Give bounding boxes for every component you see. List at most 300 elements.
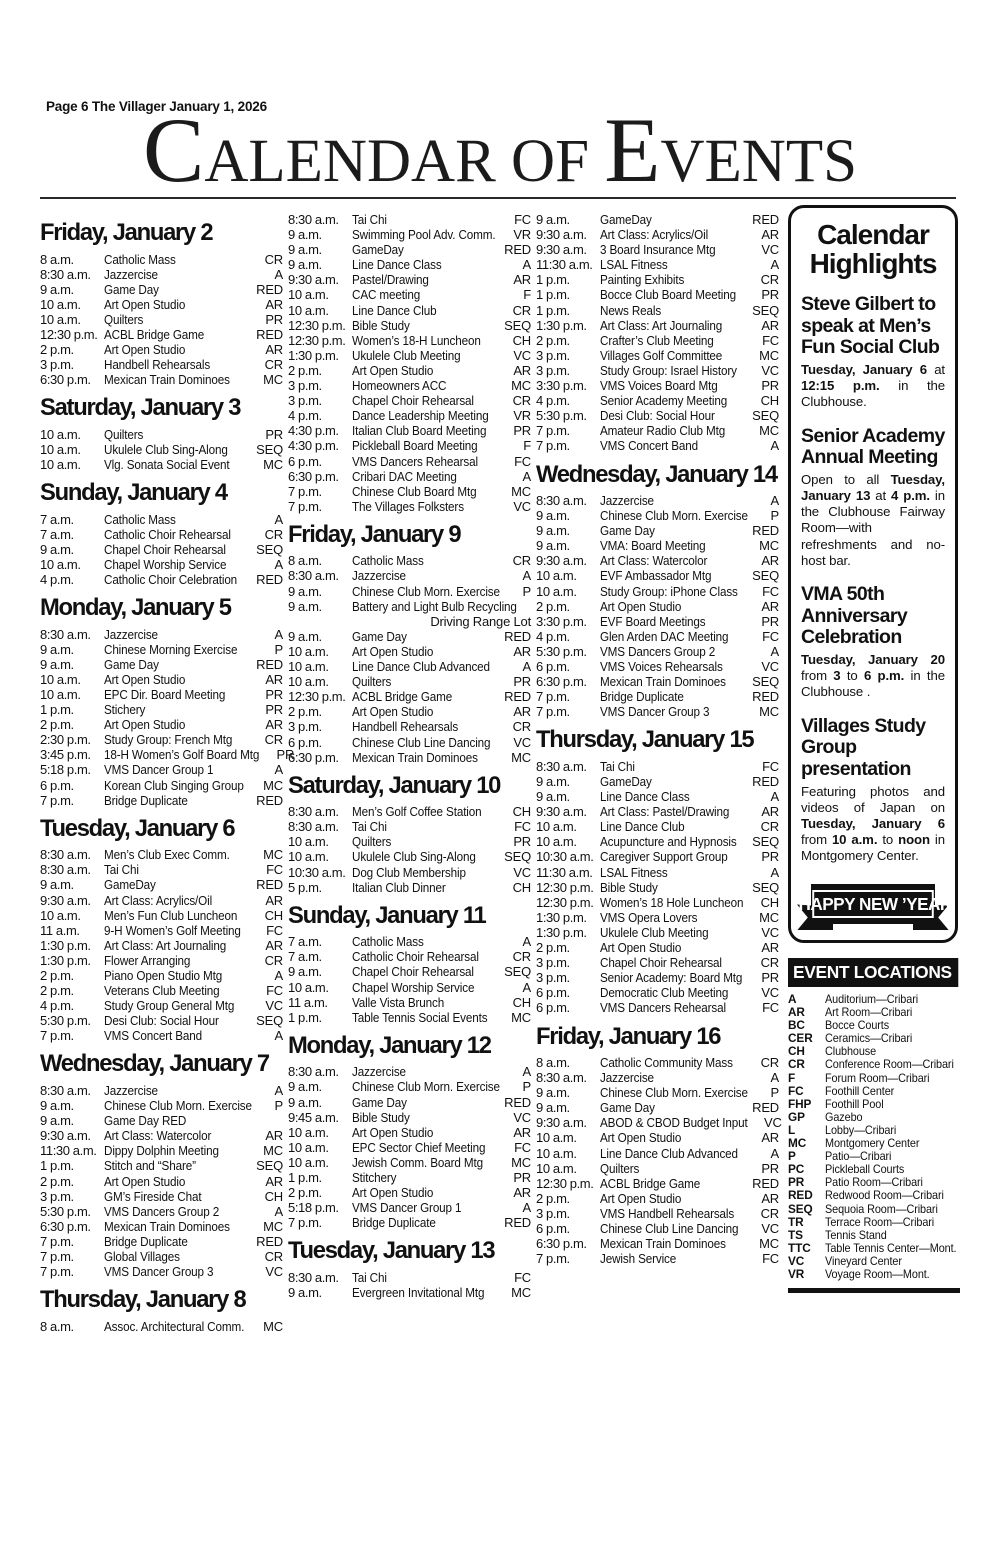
- highlight-item: [801, 584, 945, 701]
- event-time: 8:30 a.m.: [536, 493, 587, 508]
- event-name: Catholic Mass: [104, 511, 176, 527]
- event-row: [536, 895, 779, 910]
- event-location-code: A: [770, 493, 779, 508]
- event-location-code: RED: [256, 656, 283, 672]
- event-name: Italian Club Dinner: [352, 879, 446, 895]
- highlight-body-segment: at: [926, 362, 945, 378]
- location-name: Clubhouse: [825, 1044, 877, 1059]
- event-name: Stitchery: [352, 1169, 397, 1185]
- event-location-code: MC: [759, 909, 779, 925]
- event-row: [288, 1185, 531, 1200]
- day-section: [40, 221, 283, 387]
- event-row: [536, 1115, 782, 1131]
- event-time: 4 p.m.: [536, 393, 570, 409]
- event-row: [536, 584, 779, 599]
- event-time: 4:30 p.m.: [288, 438, 339, 454]
- event-row: [40, 457, 283, 472]
- event-row: [288, 659, 531, 674]
- event-time: 9 a.m.: [536, 523, 570, 539]
- highlight-body: [801, 784, 945, 864]
- event-row: [288, 849, 531, 864]
- event-location-code: FC: [514, 1139, 531, 1155]
- event-name: Chapel Choir Rehearsal: [600, 955, 722, 971]
- event-location-code: CR: [512, 553, 531, 569]
- event-location-code: A: [274, 1203, 283, 1219]
- event-location-code: CH: [512, 804, 531, 820]
- event-name: Chapel Worship Service: [352, 979, 475, 995]
- event-location-code: CH: [264, 907, 283, 923]
- event-name: Line Dance Class: [352, 257, 442, 273]
- day-section: [288, 771, 531, 895]
- event-row: [288, 1110, 531, 1125]
- event-name: Desi Club: Social Hour: [104, 1013, 219, 1029]
- event-time: 10 a.m.: [536, 834, 577, 850]
- title-segment: VENTS: [660, 128, 858, 195]
- event-row: [288, 949, 531, 964]
- event-location-code: A: [522, 1200, 531, 1216]
- event-time: 3:30 p.m.: [536, 613, 587, 629]
- event-time: 8:30 a.m.: [288, 568, 339, 584]
- event-name: VMS Handbell Rehearsals: [600, 1205, 735, 1221]
- event-row: [40, 717, 283, 732]
- day-header: Sunday, January 11: [288, 901, 486, 929]
- event-row: [288, 1125, 531, 1140]
- event-location-code: A: [522, 934, 531, 950]
- calendar-highlights-box: [788, 205, 958, 943]
- event-row: [40, 342, 283, 357]
- event-time: 9 a.m.: [536, 1085, 570, 1101]
- event-location-code: CR: [264, 357, 283, 373]
- event-location-code: CR: [760, 819, 779, 835]
- event-row: [40, 642, 283, 657]
- event-name: Men’s Golf Coffee Station: [352, 804, 482, 820]
- event-row: [288, 378, 531, 393]
- event-row: [40, 762, 283, 777]
- event-name: Mexican Train Dominoes: [352, 749, 478, 765]
- event-name: VMS Dancers Rehearsal: [352, 453, 478, 469]
- event-row: [40, 1028, 283, 1043]
- event-location-code: A: [770, 864, 779, 880]
- event-name: Line Dance Class: [600, 789, 690, 805]
- event-name: Game Day: [104, 281, 159, 297]
- event-row: [288, 553, 531, 568]
- event-name: Art Class: Pastel/Drawing: [600, 804, 730, 820]
- event-time: 7 p.m.: [288, 1215, 322, 1231]
- event-location-code: AR: [513, 1185, 531, 1201]
- event-name: Study Group: French Mtg: [104, 732, 233, 748]
- event-time: 8:30 a.m.: [40, 862, 91, 878]
- event-row: [40, 627, 283, 642]
- event-time: 9 a.m.: [536, 508, 570, 524]
- event-row: [536, 1161, 779, 1176]
- event-row: [536, 438, 779, 453]
- event-time: 8:30 a.m.: [288, 1064, 339, 1080]
- event-time: 9:45 a.m.: [288, 1109, 339, 1125]
- location-code: GP: [788, 1109, 805, 1124]
- event-row: [288, 1140, 531, 1155]
- event-name: Bridge Duplicate: [600, 689, 684, 705]
- event-name: Art Open Studio: [600, 1130, 682, 1146]
- event-location-code: RED: [752, 689, 779, 705]
- location-code: CH: [788, 1044, 805, 1059]
- event-time: 4 p.m.: [536, 628, 570, 644]
- event-row: [288, 287, 531, 302]
- highlights-title: Calendar Highlights: [809, 219, 937, 280]
- event-time: 2 p.m.: [288, 362, 322, 378]
- event-location-code: MC: [511, 378, 531, 394]
- event-time: 1 p.m.: [40, 702, 74, 718]
- event-location-code: A: [274, 511, 283, 527]
- event-location-code: MC: [263, 1218, 283, 1234]
- event-row: [288, 1079, 531, 1094]
- event-location-code: A: [770, 643, 779, 659]
- event-row: [40, 282, 283, 297]
- event-location-code: SEQ: [752, 879, 779, 895]
- event-name: Study Group General Mtg: [104, 998, 235, 1014]
- event-location-code: Driving Range Lot: [430, 613, 531, 629]
- events-column: [288, 212, 531, 1334]
- event-row: [536, 1100, 779, 1115]
- events-column: [40, 212, 295, 1334]
- event-location-code: P: [770, 508, 779, 524]
- highlight-body-segment: Tuesday, January 6: [801, 362, 927, 378]
- day-section: [536, 728, 779, 1015]
- event-time: 10 a.m.: [40, 686, 81, 702]
- event-location-code: SEQ: [752, 568, 779, 584]
- event-row: [288, 719, 531, 734]
- day-section: [536, 1022, 782, 1267]
- day-header: Monday, January 5: [40, 594, 231, 622]
- event-row: [40, 687, 283, 702]
- highlight-body-segment: 10 a.m.: [831, 832, 878, 848]
- location-name: Bocce Courts: [825, 1018, 890, 1033]
- event-time: 4:30 p.m.: [288, 423, 339, 439]
- event-location-code: MC: [511, 1154, 531, 1170]
- event-name: Jazzercise: [104, 266, 158, 282]
- event-location-code: A: [522, 659, 531, 675]
- event-time: 1:30 p.m.: [288, 347, 339, 363]
- event-time: 10 a.m.: [536, 1145, 577, 1161]
- event-name: Art Open Studio: [104, 1173, 186, 1189]
- event-time: 6 p.m.: [288, 453, 322, 469]
- event-time: 9 a.m.: [288, 242, 322, 258]
- location-row: [788, 1098, 960, 1111]
- event-row: [40, 512, 283, 527]
- event-location-code: A: [770, 257, 779, 273]
- event-time: 6 p.m.: [536, 985, 570, 1001]
- event-time: 1 p.m.: [536, 302, 570, 318]
- event-name: VMA: Board Meeting: [600, 538, 706, 554]
- event-location-code: CR: [264, 732, 283, 748]
- event-location-code: VC: [761, 1221, 779, 1237]
- event-row: [288, 750, 531, 765]
- event-time: 2 p.m.: [536, 598, 570, 614]
- event-name: Art Class: Watercolor: [104, 1128, 212, 1144]
- event-name: Art Class: Acrylics/Oil: [104, 892, 213, 908]
- event-name: Catholic Community Mass: [600, 1055, 733, 1070]
- event-location-code: A: [770, 1145, 779, 1161]
- event-time: 5:30 p.m.: [40, 1013, 91, 1029]
- event-name: Art Open Studio: [104, 671, 186, 687]
- event-name: Game Day: [600, 523, 655, 539]
- event-name: VMS Dancer Group 1: [104, 762, 214, 778]
- event-time: 10 a.m.: [536, 1130, 577, 1146]
- event-row: [288, 257, 531, 272]
- event-name: Senior Academy: Board Mtg: [600, 970, 743, 986]
- location-name: Art Room—Cribari: [825, 1005, 913, 1020]
- event-location-code: A: [274, 967, 283, 983]
- event-time: 5:18 p.m.: [40, 762, 91, 778]
- event-name: Democratic Club Meeting: [600, 985, 729, 1001]
- event-row: [536, 925, 779, 940]
- event-row: [40, 862, 283, 877]
- event-location-code: MC: [759, 423, 779, 439]
- event-time: 10 a.m.: [288, 287, 329, 303]
- event-name: Bridge Duplicate: [104, 792, 188, 808]
- event-time: 12:30 p.m.: [40, 326, 98, 342]
- event-location-code: VC: [764, 1115, 782, 1131]
- event-row: [536, 819, 779, 834]
- event-row: [288, 469, 531, 484]
- event-time: 10 a.m.: [288, 674, 329, 690]
- location-name: Gazebo: [825, 1109, 863, 1124]
- event-location-code: FC: [514, 1269, 531, 1285]
- event-name: Art Open Studio: [600, 940, 682, 956]
- event-time: 1:30 p.m.: [40, 952, 91, 968]
- event-location-code: MC: [759, 347, 779, 363]
- location-code: MC: [788, 1136, 807, 1151]
- event-time: 7 p.m.: [536, 438, 570, 454]
- event-time: 3 p.m.: [288, 393, 322, 409]
- event-location-code: MC: [263, 847, 283, 863]
- event-name: Senior Academy Meeting: [600, 393, 728, 409]
- event-location-code: SEQ: [752, 408, 779, 424]
- event-time: 8 a.m.: [288, 553, 322, 569]
- event-time: 8:30 a.m.: [288, 212, 339, 227]
- event-time: 9 a.m.: [40, 541, 74, 557]
- event-row: [536, 834, 779, 849]
- event-row: [40, 702, 283, 717]
- event-row: [40, 572, 283, 587]
- event-row: [536, 1070, 779, 1085]
- event-name: Bible Study: [352, 1109, 410, 1125]
- event-location-code: CR: [264, 1248, 283, 1264]
- event-row: [288, 303, 531, 318]
- event-location-code: FC: [762, 758, 779, 774]
- event-time: 8 a.m.: [40, 1318, 74, 1334]
- event-time: 8:30 a.m.: [40, 626, 91, 642]
- event-time: 10 a.m.: [288, 1124, 329, 1140]
- event-locations-list: [788, 993, 960, 1281]
- event-row: [536, 629, 779, 644]
- event-name: Catholic Mass: [352, 553, 424, 569]
- event-location-code: A: [274, 556, 283, 572]
- event-location-code: CH: [760, 393, 779, 409]
- event-time: 9:30 a.m.: [288, 272, 339, 288]
- event-time: 9:30 a.m.: [536, 553, 587, 569]
- event-location-code: FC: [266, 922, 283, 938]
- event-name: Vlg. Sonata Social Event: [104, 457, 230, 473]
- event-row: [40, 998, 283, 1013]
- event-location-code: CH: [512, 332, 531, 348]
- event-time: 9 a.m.: [536, 1100, 570, 1116]
- event-row: [40, 953, 283, 968]
- event-row: [536, 674, 779, 689]
- event-row: [536, 287, 779, 302]
- event-row: [288, 438, 531, 453]
- location-name: Tennis Stand: [825, 1227, 887, 1242]
- event-row: [536, 242, 779, 257]
- event-location-code: FC: [762, 583, 779, 599]
- event-name: Chinese Club Morn. Exercise: [104, 1098, 252, 1114]
- event-time: 5 p.m.: [288, 879, 322, 895]
- event-time: 7 p.m.: [536, 423, 570, 439]
- event-time: 6 p.m.: [536, 659, 570, 675]
- event-row: [288, 348, 531, 363]
- event-row: [536, 1221, 779, 1236]
- event-row: [288, 1215, 531, 1230]
- event-name: Tai Chi: [104, 862, 139, 878]
- event-time: 12:30 p.m.: [536, 894, 594, 910]
- event-row: [40, 427, 283, 442]
- event-location-code: VC: [513, 734, 531, 750]
- event-location-code: A: [274, 762, 283, 778]
- day-section: [536, 460, 779, 720]
- event-location-code: CR: [264, 251, 283, 267]
- event-name: VMS Dancers Group 2: [600, 643, 716, 659]
- event-row: [288, 242, 531, 257]
- event-name: Chapel Choir Rehearsal: [352, 393, 474, 409]
- event-name: Art Open Studio: [104, 296, 186, 312]
- event-name: News Reals: [600, 302, 662, 318]
- event-row: [536, 644, 779, 659]
- location-name: Patio—Cribari: [825, 1149, 892, 1164]
- event-location-code: SEQ: [256, 1158, 283, 1174]
- day-header: Tuesday, January 6: [40, 814, 235, 842]
- happy-new-year-banner: [794, 884, 952, 936]
- event-row: [40, 938, 283, 953]
- event-time: 9 a.m.: [288, 598, 322, 614]
- event-row: [536, 704, 779, 719]
- event-location-code: AR: [265, 671, 283, 687]
- location-code: CR: [788, 1057, 805, 1072]
- event-location-code: MC: [511, 1009, 531, 1025]
- event-name: Men’s Club Exec Comm.: [104, 847, 230, 863]
- event-time: 9 a.m.: [40, 656, 74, 672]
- event-row: [536, 318, 779, 333]
- location-name: Foothill Pool: [825, 1096, 884, 1111]
- event-time: 9 a.m.: [40, 1113, 74, 1129]
- event-row: [536, 599, 779, 614]
- event-time: 9 a.m.: [288, 1094, 322, 1110]
- event-time: 7 p.m.: [40, 1233, 74, 1249]
- highlight-body-segment: to: [840, 668, 864, 684]
- event-time: 8:30 a.m.: [288, 804, 339, 820]
- event-name: Bible Study: [600, 879, 658, 895]
- event-time: 6 p.m.: [40, 777, 74, 793]
- event-location-code: VC: [761, 362, 779, 378]
- event-location-code: RED: [256, 281, 283, 297]
- event-name: Tai Chi: [600, 758, 635, 774]
- location-name: Auditorium—Cribari: [825, 992, 919, 1006]
- event-row: [288, 393, 531, 408]
- event-time: 7 p.m.: [536, 704, 570, 720]
- event-row: [288, 1200, 531, 1215]
- event-name: Art Open Studio: [352, 1185, 434, 1201]
- event-name: Chinese Morning Exercise: [104, 641, 238, 657]
- event-time: 9 a.m.: [288, 1284, 322, 1300]
- event-location-code: RED: [504, 242, 531, 258]
- event-row: [40, 1013, 283, 1028]
- event-name: ACBL Bridge Game: [104, 326, 205, 342]
- event-row: [288, 934, 531, 949]
- event-name: VMS Voices Board Mtg: [600, 378, 718, 394]
- event-row: [40, 672, 283, 687]
- event-time: 10 a.m.: [288, 834, 329, 850]
- event-location-code: VC: [513, 864, 531, 880]
- event-row: [536, 227, 779, 242]
- event-location-code: FC: [266, 983, 283, 999]
- event-row: [288, 568, 531, 583]
- event-location-code: MC: [511, 749, 531, 765]
- event-time: 2:30 p.m.: [40, 732, 91, 748]
- event-location-code: A: [274, 1028, 283, 1044]
- event-location-code: MC: [759, 704, 779, 720]
- event-name: Jewish Comm. Board Mtg: [352, 1154, 483, 1170]
- event-location-code: PR: [265, 702, 283, 718]
- banner-text: ’HAPPY NEW ’YEAR: [812, 890, 934, 918]
- event-row: [536, 333, 779, 348]
- event-name: Tai Chi: [352, 1269, 387, 1285]
- event-time: 3 p.m.: [536, 955, 570, 971]
- event-time: 12:30 p.m.: [288, 689, 346, 705]
- event-location-code: MC: [263, 1318, 283, 1334]
- day-header: Saturday, January 10: [288, 771, 501, 799]
- event-location-code: VC: [761, 659, 779, 675]
- event-row: [288, 834, 531, 849]
- event-name: Ukulele Club Meeting: [600, 924, 709, 940]
- event-row: [40, 908, 283, 923]
- event-time: 10 a.m.: [288, 659, 329, 675]
- event-time: 5:30 p.m.: [40, 1203, 91, 1219]
- event-time: 10 a.m.: [40, 426, 81, 442]
- event-time: 8:30 a.m.: [288, 1269, 339, 1285]
- event-name: EPC Sector Chief Meeting: [352, 1139, 486, 1155]
- event-name: Quilters: [600, 1160, 640, 1176]
- event-time: 1 p.m.: [536, 272, 570, 288]
- event-time: 8:30 a.m.: [40, 847, 91, 863]
- event-name: VMS Opera Lovers: [600, 909, 698, 925]
- event-time: 10 a.m.: [40, 556, 81, 572]
- event-location-code: SEQ: [752, 302, 779, 318]
- event-row: [288, 1270, 531, 1285]
- event-location-code: CH: [760, 894, 779, 910]
- event-time: 2 p.m.: [40, 717, 74, 733]
- event-name: Chinese Club Line Dancing: [600, 1221, 739, 1237]
- event-row: [288, 499, 531, 514]
- event-location-code: FC: [762, 628, 779, 644]
- event-name: Glen Arden DAC Meeting: [600, 628, 729, 644]
- event-time: 1:30 p.m.: [536, 924, 587, 940]
- event-name: Catholic Choir Rehearsal: [104, 526, 231, 542]
- event-name: Dippy Dolphin Meeting: [104, 1143, 219, 1159]
- event-location-code: A: [522, 257, 531, 273]
- event-name: Ukulele Club Sing-Along: [104, 441, 228, 457]
- event-location-code: AR: [265, 937, 283, 953]
- event-location-code: CR: [760, 955, 779, 971]
- event-time: 3 p.m.: [536, 970, 570, 986]
- event-name: Study Group: iPhone Class: [600, 583, 738, 599]
